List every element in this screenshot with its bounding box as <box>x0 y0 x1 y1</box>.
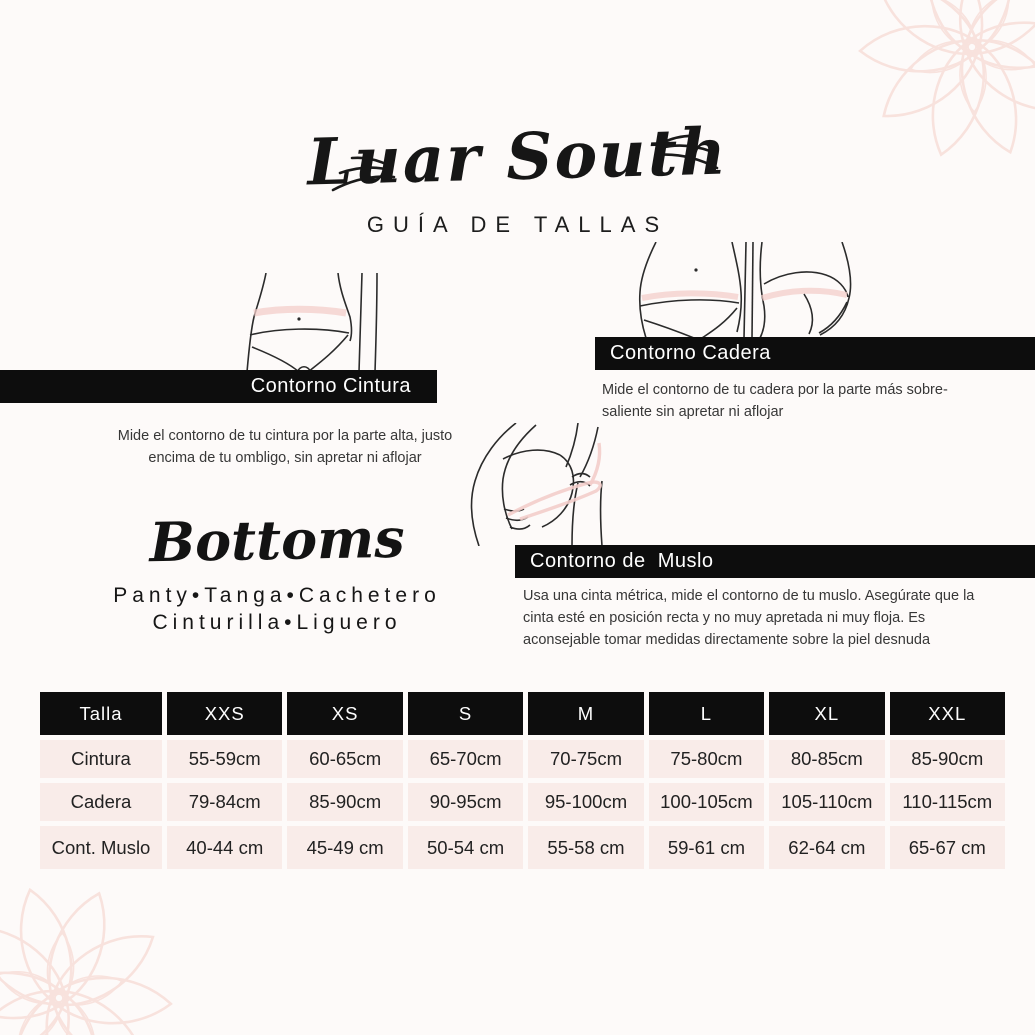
cadera-xs: 85-90cm <box>287 783 402 821</box>
cintura-m: 70-75cm <box>528 740 643 778</box>
cintura-xxl: 85-90cm <box>890 740 1005 778</box>
cadera-l: 100-105cm <box>649 783 764 821</box>
size-table <box>40 692 1005 869</box>
row-label-cintura: Cintura <box>40 740 162 778</box>
muslo-xs: 45-49 cm <box>287 826 402 869</box>
bottoms-products-line2: Cinturilla•Liguero <box>152 611 402 634</box>
cintura-l: 75-80cm <box>649 740 764 778</box>
size-table-header-talla: Talla <box>40 692 162 735</box>
muslo-xxl: 65-67 cm <box>890 826 1005 869</box>
section-title-contorno-cintura: Contorno Cintura <box>0 370 437 403</box>
bottoms-products-line1: Panty•Tanga•Cachetero <box>113 584 441 607</box>
cadera-xxl: 110-115cm <box>890 783 1005 821</box>
muslo-l: 59-61 cm <box>649 826 764 869</box>
size-table-header-l: L <box>649 692 764 735</box>
size-table-header-xl: XL <box>769 692 884 735</box>
size-table-header-s: S <box>408 692 523 735</box>
contorno-muslo-description: Usa una cinta métrica, mide el contorno de tu muslo. Asegúrate que la cinta esté en posición recta y no muy apretada ni muy floja. Es aconsejable tomar medidas directamente sobre la piel desnuda <box>523 588 975 649</box>
size-table-header-xs: XS <box>287 692 402 735</box>
cadera-xxs: 79-84cm <box>167 783 282 821</box>
muslo-xl: 62-64 cm <box>769 826 884 869</box>
brand-logo: Luar South <box>306 114 729 201</box>
cadera-m: 95-100cm <box>528 783 643 821</box>
guide-subtitle: GUÍA DE TALLAS <box>366 212 669 237</box>
bottoms-heading: Bottoms <box>148 505 406 575</box>
section-title-contorno-cadera: Contorno Cadera <box>595 337 1035 370</box>
cintura-xs: 60-65cm <box>287 740 402 778</box>
cintura-xl: 80-85cm <box>769 740 884 778</box>
size-table-header-m: M <box>528 692 643 735</box>
row-label-cont-muslo: Cont. Muslo <box>40 826 162 869</box>
size-table-header-xxl: XXL <box>890 692 1005 735</box>
hip-measurement-illustration <box>638 242 856 338</box>
contorno-cadera-description: Mide el contorno de tu cadera por la parte más sobre-saliente sin apretar ni aflojar <box>602 382 948 421</box>
cadera-xl: 105-110cm <box>769 783 884 821</box>
thigh-measurement-illustration <box>460 423 622 546</box>
waist-measurement-illustration <box>232 273 382 372</box>
muslo-s: 50-54 cm <box>408 826 523 869</box>
contorno-cintura-description: Mide el contorno de tu cintura por la parte alta, justo encima de tu ombligo, sin apretar ni aflojar <box>117 428 453 467</box>
cadera-s: 90-95cm <box>408 783 523 821</box>
cintura-xxs: 55-59cm <box>167 740 282 778</box>
row-label-cadera: Cadera <box>40 783 162 821</box>
muslo-xxs: 40-44 cm <box>167 826 282 869</box>
cintura-s: 65-70cm <box>408 740 523 778</box>
size-table-header-xxs: XXS <box>167 692 282 735</box>
section-title-contorno-muslo: Contorno de Muslo <box>515 545 1035 578</box>
muslo-m: 55-58 cm <box>528 826 643 869</box>
